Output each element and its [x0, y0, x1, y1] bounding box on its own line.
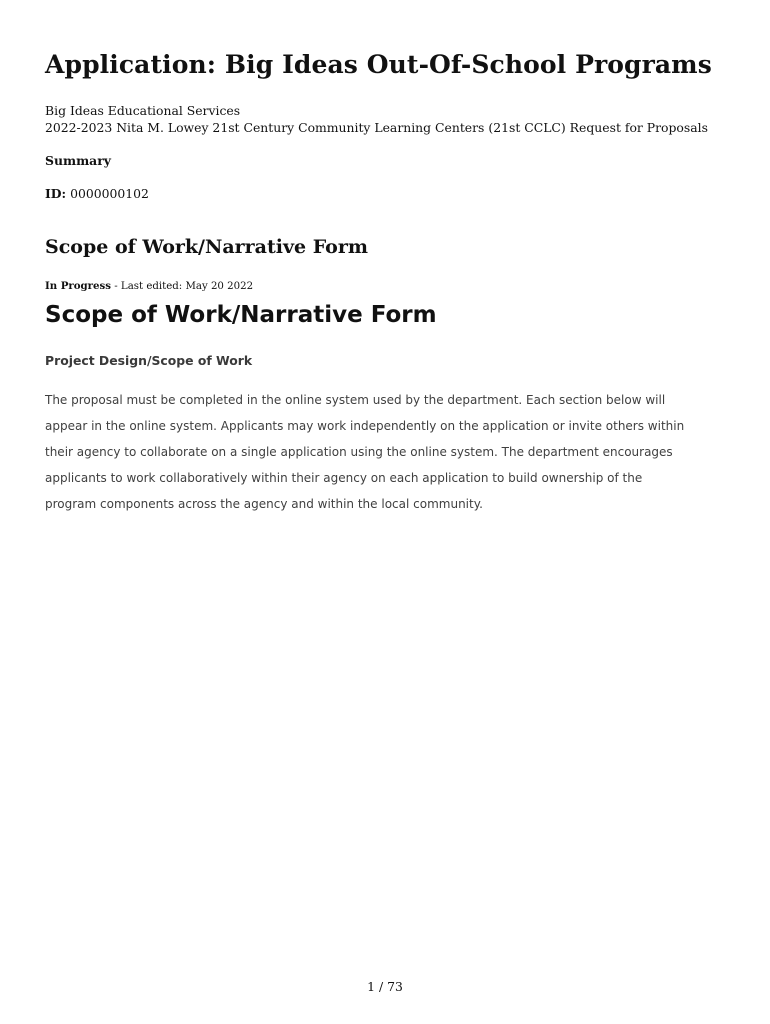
status-badge: In Progress: [45, 280, 111, 292]
body-line: appear in the online system. Applicants may work independently on the application or invite others within: [45, 419, 685, 433]
organization-name: Big Ideas Educational Services: [45, 103, 241, 118]
form-subtitle: Project Design/Scope of Work: [45, 353, 253, 368]
body-line: The proposal must be completed in the online system used by the department. Each section below will: [45, 393, 666, 407]
body-line: their agency to collaborate on a single application using the online system. The department encourages: [45, 445, 673, 459]
form-body-text: [45, 387, 725, 517]
rfp-name: 2022-2023 Nita M. Lowey 21st Century Community Learning Centers (21st CCLC) Request for Proposals: [45, 120, 708, 135]
body-line: program components across the agency and within the local community.: [45, 497, 483, 511]
page-number: 1 / 73: [367, 979, 403, 994]
id-value: 0000000102: [70, 186, 149, 201]
id-label: ID:: [45, 186, 67, 201]
body-line: applicants to work collaboratively within their agency on each application to build ownership of the: [45, 471, 643, 485]
summary-label: Summary: [45, 153, 111, 168]
last-edited: - Last edited: May 20 2022: [114, 281, 254, 292]
form-title: Scope of Work/Narrative Form: [45, 302, 437, 328]
application-title: Application: Big Ideas Out-Of-School Programs: [45, 50, 712, 79]
status-line: [45, 280, 253, 292]
section-title: Scope of Work/Narrative Form: [45, 236, 368, 258]
application-id: [45, 186, 149, 201]
